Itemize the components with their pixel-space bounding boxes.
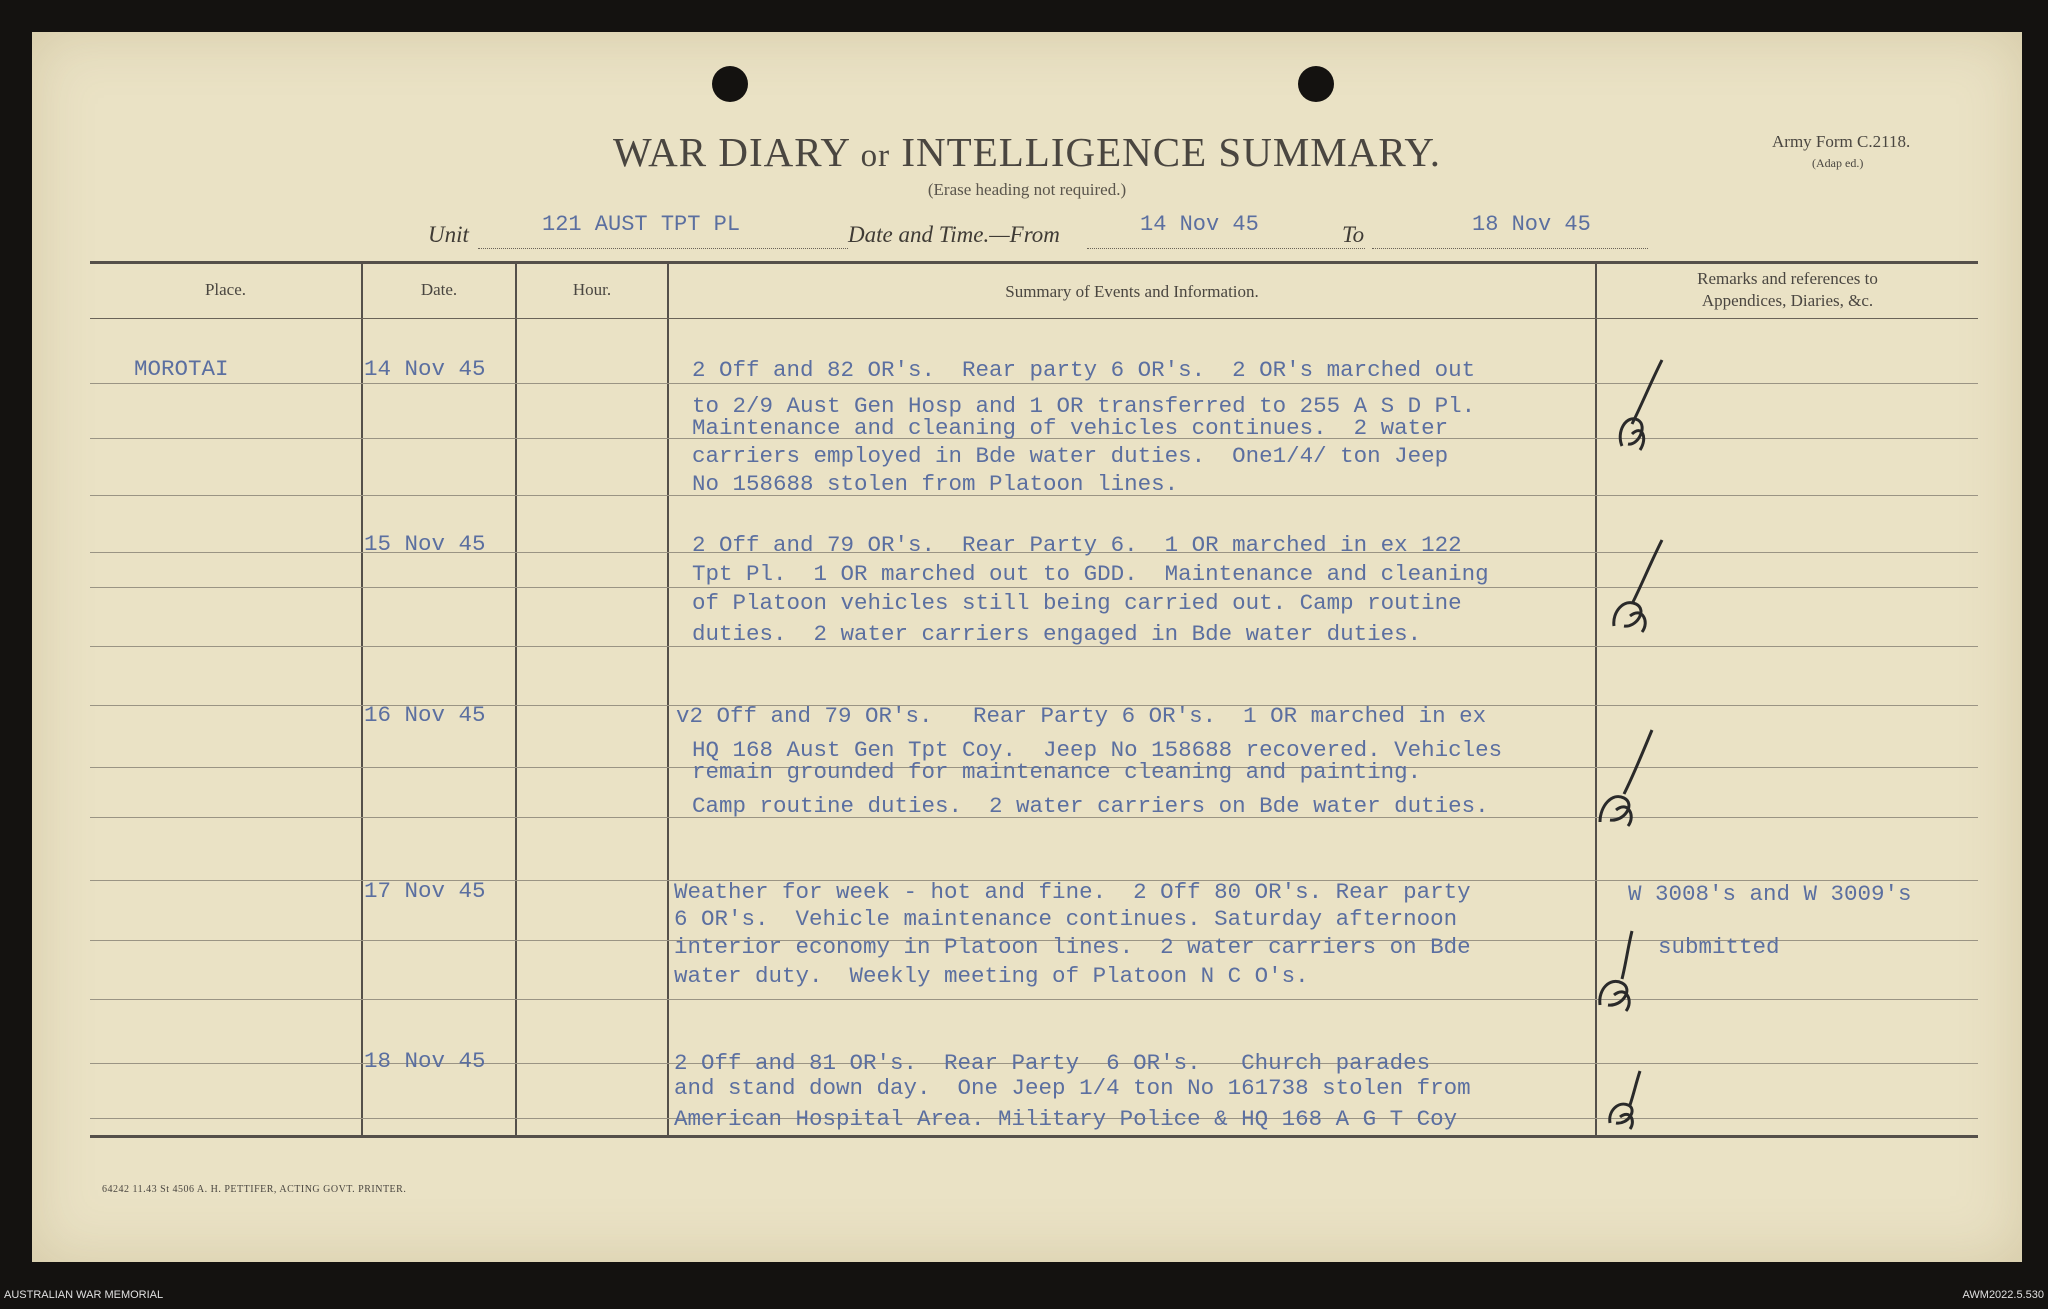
- page-subtitle: (Erase heading not required.): [927, 180, 1127, 199]
- title-war-diary: WAR DIARY: [613, 129, 850, 175]
- printer-imprint: 64242 11.43 St 4506 A. H. PETTIFER, ACTING GOVT. PRINTER.: [102, 1184, 407, 1195]
- signature-initials-3: [1592, 724, 1672, 834]
- entry-2-line-4: duties. 2 water carriers engaged in Bde water duties.: [692, 621, 1422, 647]
- entry-2-line-3: of Platoon vehicles still being carried out. Camp routine: [692, 590, 1462, 616]
- entry-4-line-2: 6 OR's. Vehicle maintenance continues. Saturday afternoon: [674, 906, 1458, 932]
- col-header-hour: Hour.: [572, 280, 612, 299]
- diary-page: [32, 32, 2022, 1262]
- signature-initials-5: [1602, 1067, 1662, 1137]
- unit-line: [478, 248, 848, 249]
- title-intelligence-summary: INTELLIGENCE SUMMARY.: [901, 129, 1441, 175]
- col-header-date: Date.: [420, 280, 458, 299]
- from-line: [1087, 248, 1365, 249]
- table-top-rule: [90, 261, 1978, 264]
- col-divider-place: [361, 264, 363, 1135]
- page-title: [32, 128, 2022, 176]
- entry-3-line-3: remain grounded for maintenance cleaning and painting.: [692, 759, 1422, 785]
- col-divider-date: [515, 264, 517, 1135]
- remark-w3008: W 3008's and W 3009's: [1628, 881, 1912, 907]
- entry-4-line-4: water duty. Weekly meeting of Platoon N C O's.: [674, 963, 1309, 989]
- unit-label: Unit: [428, 222, 469, 247]
- signature-initials-2: [1602, 534, 1682, 644]
- punch-hole-right: [1298, 66, 1334, 102]
- archive-reference: AWM2022.5.530: [1962, 1289, 2044, 1301]
- entry-2-line-2: Tpt Pl. 1 OR marched out to GDD. Maintenance and cleaning: [692, 561, 1489, 587]
- entry-2-line-1: 2 Off and 79 OR's. Rear Party 6. 1 OR marched in ex 122: [692, 532, 1462, 558]
- entry-1-line-3: Maintenance and cleaning of vehicles continues. 2 water: [692, 415, 1449, 441]
- title-or: or: [860, 138, 891, 174]
- entry-4-line-3: interior economy in Platoon lines. 2 water carriers on Bde: [674, 934, 1471, 960]
- entry-date-1: 14 Nov 45: [364, 356, 486, 382]
- entry-1-line-5: No 158688 stolen from Platoon lines.: [692, 471, 1179, 497]
- ruled-line: [90, 999, 1978, 1000]
- entry-1-line-4: carriers employed in Bde water duties. One1/4/ ton Jeep: [692, 443, 1449, 469]
- to-line: [1372, 248, 1648, 249]
- entry-3-line-4: Camp routine duties. 2 water carriers on Bde water duties.: [692, 793, 1489, 819]
- signature-initials-1: [1602, 354, 1682, 464]
- header-under-rule: [90, 318, 1978, 319]
- entry-date-5: 18 Nov 45: [364, 1048, 486, 1074]
- army-form-sub: (Adap ed.): [1812, 156, 1864, 170]
- entry-5-line-3: American Hospital Area. Military Police & HQ 168 A G T Coy: [674, 1106, 1458, 1132]
- entry-3-line-1: v2 Off and 79 OR's. Rear Party 6 OR's. 1 OR marched in ex: [676, 703, 1487, 729]
- archive-caption: AUSTRALIAN WAR MEMORIAL: [4, 1289, 164, 1301]
- col-divider-hour: [667, 264, 669, 1135]
- unit-value: 121 AUST TPT PL: [542, 212, 741, 237]
- remarks-header-line2: Appendices, Diaries, &c.: [1701, 291, 1874, 310]
- entry-3-line-2: HQ 168 Aust Gen Tpt Coy. Jeep No 158688 recovered. Vehicles: [692, 737, 1503, 763]
- col-header-place: Place.: [204, 280, 247, 299]
- entry-date-3: 16 Nov 45: [364, 702, 486, 728]
- entry-5-line-1: 2 Off and 81 OR's. Rear Party 6 OR's. Church parades: [674, 1050, 1431, 1076]
- to-value: 18 Nov 45: [1472, 212, 1591, 237]
- from-value: 14 Nov 45: [1140, 212, 1259, 237]
- entry-date-2: 15 Nov 45: [364, 531, 486, 557]
- entry-5-line-2: and stand down day. One Jeep 1/4 ton No 161738 stolen from: [674, 1075, 1471, 1101]
- place-value: MOROTAI: [134, 356, 229, 382]
- remarks-header-line1: Remarks and references to: [1697, 269, 1878, 288]
- entry-4-line-1: Weather for week - hot and fine. 2 Off 80 OR's. Rear party: [674, 879, 1471, 905]
- col-header-summary: Summary of Events and Information.: [1005, 282, 1259, 301]
- table-bottom-rule: [90, 1135, 1978, 1138]
- date-from-label: Date and Time.—From: [848, 222, 1060, 247]
- signature-initials-4: [1592, 927, 1672, 1027]
- punch-hole-left: [712, 66, 748, 102]
- entry-1-line-2: to 2/9 Aust Gen Hosp and 1 OR transferred to 255 A S D Pl.: [692, 393, 1476, 419]
- col-header-remarks: [1597, 268, 1978, 312]
- remark-submitted: submitted: [1658, 934, 1780, 960]
- entry-date-4: 17 Nov 45: [364, 878, 486, 904]
- to-label: To: [1342, 222, 1365, 247]
- entry-1-line-1: 2 Off and 82 OR's. Rear party 6 OR's. 2 OR's marched out: [692, 357, 1476, 383]
- army-form-number: Army Form C.2118.: [1772, 132, 1911, 151]
